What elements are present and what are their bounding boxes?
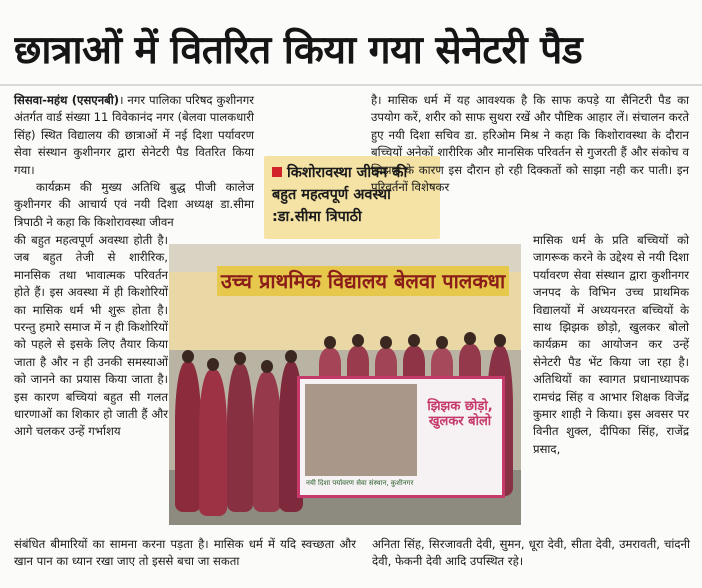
poster-title: झिझक छोड़ो, खुलकर बोलो — [427, 399, 493, 429]
student-figure — [253, 372, 281, 512]
student-figure — [199, 370, 227, 516]
intro-text: । नगर पालिका परिषद कुशीनगर अंतर्गत वार्ड संख्या 11 विवेकानंद नगर (बेलवा पालकधारी सिंह) स्थित विद्यालय की छात्राओं में नई दिशा पर्यावरण सेवा संस्थान कुशीनगर द्वारा सेनेटरी पैड वितरित किया गया। — [14, 93, 254, 177]
student-head — [261, 360, 273, 373]
bottom-lines — [14, 536, 690, 571]
bottom-left-text: संबंधित बीमारियों का सामना करना पड़ता है। मासिक धर्म में यदि स्वच्छता और खान पान का ध्यान रखा जाए तो इससे बचा जा सकता — [14, 537, 356, 569]
student-head — [436, 336, 448, 349]
poster-org: नयी दिशा पर्यावरण सेवा संस्थान, कुशीनगर — [306, 479, 414, 487]
column-right-narrow — [533, 232, 689, 458]
column-left-top — [14, 92, 254, 231]
student-head — [380, 336, 392, 349]
school-name-board: उच्च प्राथमिक विद्यालय बेलवा पालकधा — [217, 266, 509, 296]
student-figure — [227, 364, 253, 512]
bottom-row — [14, 536, 690, 571]
dateline: सिसवा-महंथ (एसएनबी) — [14, 93, 120, 107]
column-left-narrow — [14, 232, 168, 441]
red-square-icon — [272, 167, 282, 177]
column-right-top — [371, 92, 689, 196]
student-head — [285, 350, 297, 363]
bottom-right-text: अनिता सिंह, सिरजावती देवी, सुमन, धूरा देवी, सीता देवी, उमरावती, चांदनी देवी, फेकनी देवी आदि उपस्थित रहे। — [372, 537, 690, 569]
student-head — [408, 334, 420, 347]
student-figure — [175, 362, 201, 512]
student-head — [182, 350, 194, 363]
student-head — [464, 332, 476, 345]
awareness-paragraph: मासिक धर्म के प्रति बच्चियों को जागरूक करने के उद्देश्य से नयी दिशा पर्यावरण सेवा संस्थान द्वारा कुशीनगर जनपद के विभिन उच्च प्राथमिक विद्यालयों में अध्ययनरत बच्चियों के साथ झिझक छोड़ो, खुलकर बोलो कार्यक्रम का आयोजन कर उन्हें सेनेटरी पैड भेंट किया जा रहा है। अतिथियों का स्वागत प्रधानाध्यापक रामचंद्र सिंह व आभार शिक्षक विजेंद्र कुमार शाही ने किया। इस अवसर पर विनीत शुक्ल, दीपिका सिंह, राजेंद्र प्रसाद, — [533, 233, 689, 456]
pull-quote-text: किशोरावस्था जीवन की बहुत महत्वपूर्ण अवस्था :डा.सीमा त्रिपाठी — [272, 165, 408, 225]
adolescence-paragraph: की बहुत महत्वपूर्ण अवस्था होती है। जब बहुत तेजी से शारीरिक, मानसिक तथा भावात्मक परिवर्तन होते हैं। इस अवस्था में ही किशोरियों का मासिक धर्म भी शुरू होता है। परन्तु हमारे समाज में न ही किशोरियों को पहले से इसके लिए तैयार किया जाता है और न ही उनकी समस्याओं को जानने का प्रयास किया जाता है। इस कारण बच्चियां बहुत सी गलत धारणाओं का शिकार हो जाती हैं और आगे चलकर उन्हें गर्भाशय — [14, 233, 168, 439]
hygiene-paragraph: है। मासिक धर्म में यह आवश्यक है कि साफ कपड़े या सैनिटरी पैड का उपयोग करें, शरीर को साफ सुथरा रखें और पौष्टिक आहार लें। संचालन करते हुए नयी दिशा सचिव डा. हरिओम मिश्र ने कहा कि किशोरावस्था के दौरान बच्चियों अनेकों शारीरिक और मानसिक परिवर्तन से गुजरती हैं और संकोच व झिझक के कारण इस दौरान हो रही दिक्कतों को साझा नही कर पाती। इन परिवर्तनों विशेषकर — [371, 93, 689, 195]
headline-divider — [0, 84, 702, 86]
headline: छात्राओं में वितरित किया गया सेनेटरी पैड — [14, 28, 583, 73]
chief-guest-paragraph: कार्यक्रम की मुख्य अतिथि बुद्ध पीजी कालेज कुशीनगर की आचार्य एवं नयी दिशा अध्यक्ष डा.सीमा त्रिपाठी ने कहा कि किशोरावस्था जीवन — [14, 180, 254, 229]
awareness-poster — [297, 376, 505, 498]
student-head — [324, 336, 336, 349]
student-head — [207, 358, 219, 371]
student-head — [234, 352, 246, 365]
group-photo — [169, 244, 521, 525]
intro-paragraph — [14, 92, 254, 179]
student-head — [352, 334, 364, 347]
student-head — [494, 334, 506, 347]
poster-photo — [305, 384, 417, 476]
